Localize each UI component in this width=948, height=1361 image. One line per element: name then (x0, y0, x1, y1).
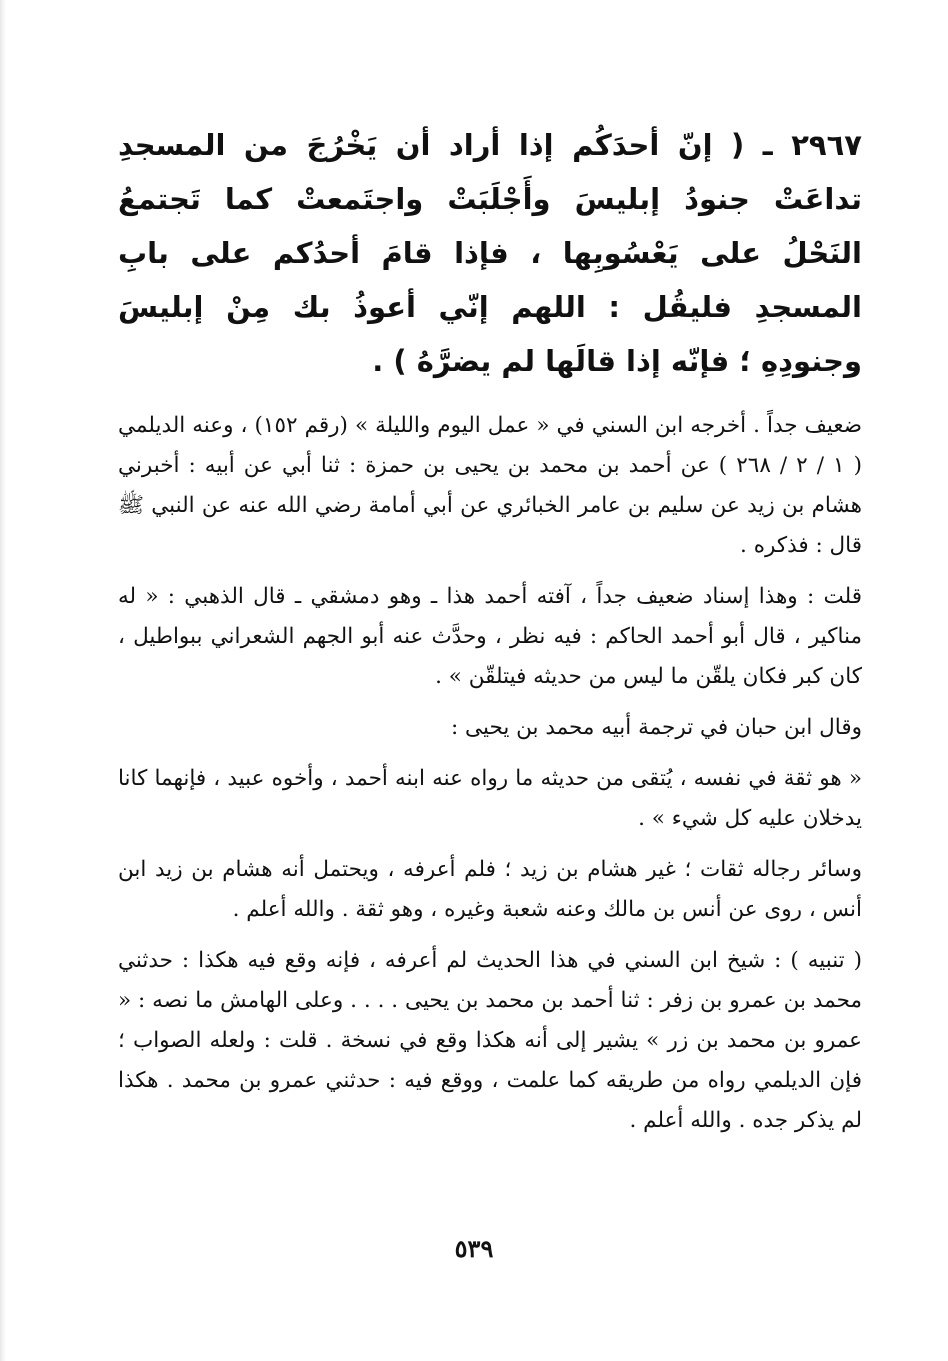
page-edge-shadow (0, 0, 6, 1361)
hadith-text: ٢٩٦٧ ـ ( إنّ أحدَكُم إذا أراد أن يَخْرُجَ من المسجدِ تداعَتْ جنودُ إبليسَ وأَجْلَبَتْ واجتَمعتْ كما تَجتمعُ النَحْلُ على يَعْسُوبِها ، فإذا قامَ أحدُكم على بابِ المسجدِ فليقُل : اللهم إنّي أعوذُ بك مِنْ إبليسَ وجنودِهِ ؛ فإنّه إذا قالَها لم يضرَّهُ ) . (118, 128, 862, 378)
commentary-paragraph-6: ( تنبيه ) : شيخ ابن السني في هذا الحديث لم أعرفه ، فإنه وقع فيه هكذا : حدثني محمد بن عمرو بن زفر : ثنا أحمد بن محمد بن يحيى . . . . وعلى الهامش ما نصه : « عمرو بن محمد بن زر » يشير إلى أنه هكذا وقع في نسخة . قلت : ولعله الصواب ؛ فإن الديلمي رواه من طريقه كما علمت ، ووقع فيه : حدثني عمرو بن محمد . هكذا لم يذكر جده . والله أعلم . (118, 948, 862, 1133)
page-number: ٥٣٩ (454, 1234, 494, 1263)
page-content (118, 118, 862, 1152)
commentary-paragraph-2: قلت : وهذا إسناد ضعيف جداً ، آفته أحمد هذا ـ وهو دمشقي ـ قال الذهبي : « له مناكير ، قال أبو أحمد الحاكم : فيه نظر ، وحدَّث عنه أبو الجهم الشعراني ببواطيل ، كان كبر فكان يلقّن ما ليس من حديثه فيتلقّن » . (118, 584, 862, 689)
commentary-paragraph-3: وقال ابن حبان في ترجمة أبيه محمد بن يحيى : (450, 715, 862, 740)
commentary-paragraph-5: وسائر رجاله ثقات ؛ غير هشام بن زيد ؛ فلم أعرفه ، ويحتمل أنه هشام بن زيد ابن أنس ، روى عن أنس بن مالك وعنه شعبة وغيره ، وهو ثقة . والله أعلم . (118, 857, 862, 922)
commentary-paragraph-4: « هو ثقة في نفسه ، يُتقى من حديثه ما رواه عنه ابنه أحمد ، وأخوه عبيد ، فإنهما كانا يدخلان عليه كل شيء » . (118, 766, 862, 831)
commentary-paragraph-1: ضعيف جداً . أخرجه ابن السني في « عمل اليوم والليلة » (رقم ١٥٢) ، وعنه الديلمي ( ١ / ٢ / ٢٦٨ ) عن أحمد بن محمد بن يحيى بن حمزة : ثنا أبي عن أبيه : أخبرني هشام بن زيد عن سليم بن عامر الخبائري عن أبي أمامة رضي الله عنه عن النبي ﷺ قال : فذكره . (118, 413, 862, 558)
